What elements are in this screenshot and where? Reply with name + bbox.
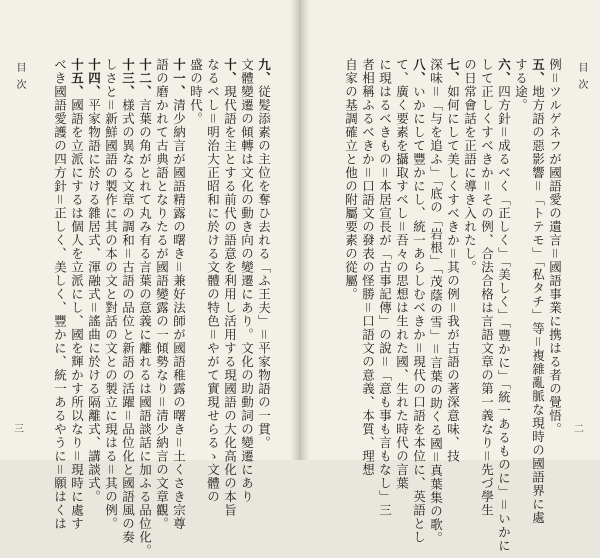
- book-gutter: [290, 0, 310, 460]
- toc-line: して正しくすべきか＝その例、合法合格は言語文章の第一義なり＝先づ學生: [479, 58, 495, 518]
- toc-line: 八、いかにして豐かにし、統一あらしむべきか＝現代の口語を本位に、英語とし: [411, 58, 427, 545]
- toc-line: て、廣く要素を攝取すべし＝吾々の思想は生れた國、生れた時代の言葉: [394, 58, 410, 491]
- toc-line: なるべし＝明治大正昭和に於ける文體の特色＝やがて實現せらるゝ文體の: [205, 58, 221, 504]
- toc-line: 六、四方針＝成るべく「正しく」「美しく」「豐かに」「統一あるものに」＝いかに: [496, 58, 512, 553]
- toc-line: 盛の時代。: [188, 58, 204, 126]
- toc-line: べき國語愛護の四方針＝正しく、美しく、豐かに、統一あるやうに＝願はくは: [52, 58, 68, 531]
- toc-line: する途。: [513, 58, 529, 112]
- toc-line: 者相稱ふるべきか＝口語文の發表の怪勝＝口語文の意義、本質、理想: [360, 58, 376, 477]
- left-running-head: 目 次: [14, 62, 25, 92]
- left-page-number: 三: [14, 424, 24, 435]
- toc-line: に現はるべきもの＝本居宣長が「古事記傳」の說＝「意も事も言もなし」三: [377, 58, 393, 518]
- toc-line: 十一、清少納言が國語精露の曙き＝兼好法師が國語稚露の曙き＝土くさき宗尊: [171, 58, 187, 531]
- right-running-head: 目 次: [576, 62, 587, 92]
- toc-line: 十、現代語を主とする前代の語意を利用し活用する現國語の大化高化の本旨: [222, 58, 238, 517]
- toc-line: 文體變遷の傾轉は文化の動き向の變遷にあり。文化の助動詞の變遷にあり: [239, 58, 255, 504]
- toc-line: 九、従髪添素の主位を奪ひ去れる「ふ王夫」＝平家物語の一貫。: [256, 58, 272, 450]
- toc-line: 十四、平家物語に於ける雜居式、渾融式＝謠曲に於ける隔離式、講談式。: [86, 58, 102, 504]
- toc-line: 深味＝「与を追ふ」「底の「岩根」「茂蔭の雪」＝言葉の助くる國＝真葉集の歌。: [428, 58, 444, 546]
- right-page-number: 二: [574, 424, 584, 435]
- toc-line: 七、如何にして美しくすべきか＝其の例＝我が古語の著深意味、技: [445, 58, 461, 464]
- toc-line: 五、地方語の惡影響＝「トテモ」「私タチ」等＝複雜亂脈な現時の國語界に處: [530, 58, 546, 525]
- toc-line: の日常會話を正語に導き入れたし。: [462, 58, 478, 274]
- toc-line: しさと＝新鮮國語の製作に其の本の文と對話の文との製立に現はる＝其の例。: [103, 58, 119, 531]
- toc-line: 十五、國語を立派にするは個人を立派にし、國を輝かす所以なり＝現時に處す: [69, 58, 85, 531]
- toc-line: 例＝ツルゲネフが國語愛の遺言＝國語事業に携はる者の覺悟。: [547, 58, 563, 437]
- right-page: [302, 0, 600, 553]
- toc-line: 語の磨かれて古典語となりたるが國語變露の一傾勢なり＝清少納言の文章觀。: [154, 58, 170, 531]
- toc-line: 十三、様式の異なる文章の調和＝古語の品位と新語の活躍＝品位化と國語風の奏: [120, 58, 136, 545]
- toc-line: 自家の基調確立と他の附屬要素の從屬。: [343, 58, 359, 301]
- toc-line: 十二、言葉の角がとれて丸み有る言葉の意義に離れるは國語談話に加ふる品位化。: [137, 58, 153, 558]
- left-page: [0, 0, 298, 558]
